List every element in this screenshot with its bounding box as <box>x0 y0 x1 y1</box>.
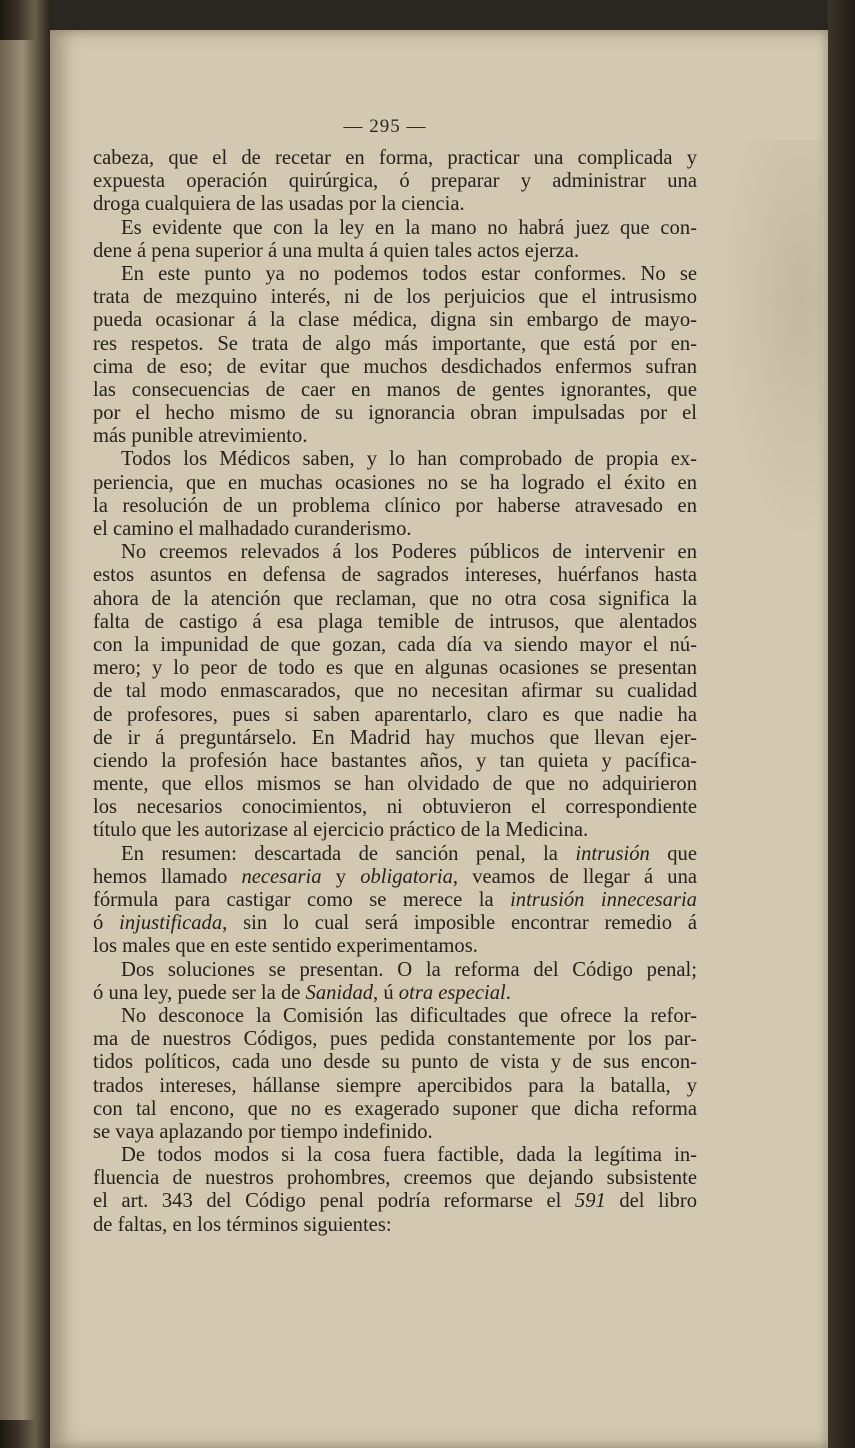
text-segment: En resumen: descartada de sanción penal, la <box>121 842 576 865</box>
text-line <box>93 959 697 982</box>
text-line: trata de mezquino interés, ni de los perjuicios que el intrusismo <box>93 286 697 309</box>
text-line: se vaya aplazando por tiempo indefinido. <box>93 1120 433 1143</box>
italic-term: necesaria <box>241 865 322 888</box>
text-line: droga cualquiera de las usadas por la ciencia. <box>93 193 465 216</box>
text-line <box>93 1190 697 1213</box>
text-line: de ir á preguntárselo. En Madrid hay muchos que llevan ejer- <box>93 726 697 749</box>
text-segment: hemos llamado <box>93 865 242 888</box>
italic-term: intrusión innecesaria <box>510 889 697 911</box>
text-segment: , veamos de llegar á una <box>452 865 697 888</box>
italic-term: 591 <box>574 1190 606 1213</box>
text-line: periencia, que en muchas ocasiones no se ha logrado el éxito en <box>93 471 697 494</box>
text-line: de tal modo enmascarados, que no necesitan afirmar su cualidad <box>93 680 697 703</box>
text-line: cabeza, que el de recetar en forma, practicar una complicada y <box>93 147 697 169</box>
text-segment: , ú <box>373 981 399 1004</box>
body-text <box>93 147 697 1237</box>
text-line: título que les autorizase al ejercicio práctico de la Medicina. <box>93 819 589 842</box>
text-line: mero; y lo peor de todo es que en algunas ocasiones se presentan <box>93 657 697 680</box>
text-line: ahora de la atención que reclaman, que no otra cosa significa la <box>93 587 697 610</box>
text-segment: fórmula para castigar como se merece la <box>93 889 511 911</box>
text-segment: , sin lo cual será imposible encontrar remedio á <box>222 912 697 935</box>
text-segment: ó <box>93 912 120 935</box>
italic-term: injustificada <box>119 912 223 935</box>
text-segment: ó una ley, puede ser la de <box>93 981 306 1004</box>
text-line: los males que en este sentido experimentamos. <box>93 935 478 958</box>
scan-border <box>828 0 855 1448</box>
text-line: de profesores, pues si saben aparentarlo, claro es que nadie ha <box>93 703 697 726</box>
text-line: ciendo la profesión hace bastantes años, y tan quieta y pacífica- <box>93 749 697 772</box>
text-line: fluencia de nuestros prohombres, creemos que dejando subsistente <box>93 1167 697 1190</box>
italic-term: intrusión <box>575 842 650 865</box>
text-segment: que <box>649 842 697 865</box>
text-line: No desconoce la Comisión las dificultades que ofrece la refor- <box>121 1004 697 1027</box>
text-line <box>93 912 697 935</box>
text-line <box>93 866 697 889</box>
text-line: trados intereses, hállanse siempre apercibidos para la batalla, y <box>93 1074 697 1097</box>
page-number: — 295 — <box>343 116 427 137</box>
text-segment: el art. 343 del Código penal podría reformarse el <box>93 1190 575 1213</box>
text-line: De todos modos si la cosa fuera factible, dada la legítima in- <box>121 1144 697 1167</box>
text-segment: Dos soluciones se presentan. O la reforma del Código penal; <box>121 958 697 981</box>
italic-term: Sanidad <box>305 981 374 1004</box>
text-segment: del libro <box>605 1190 697 1213</box>
text-segment: . <box>505 981 511 1004</box>
text-line: con tal encono, que no es exagerado suponer que dicha reforma <box>93 1097 697 1120</box>
text-line: No creemos relevados á los Poderes públicos de intervenir en <box>121 541 697 564</box>
show-through-shadow <box>722 140 822 540</box>
text-line: falta de castigo á esa plaga temible de intrusos, que alentados <box>93 610 697 633</box>
text-line: Es evidente que con la ley en la mano no habrá juez que con- <box>121 216 697 239</box>
previous-page-edge <box>0 40 38 1420</box>
text-line: las consecuencias de caer en manos de gentes ignorantes, que <box>93 378 697 401</box>
text-line: dene á pena superior á una multa á quien tales actos ejerza. <box>93 239 580 262</box>
text-segment: y <box>321 865 361 888</box>
text-line: el camino el malhadado curanderismo. <box>93 518 412 540</box>
text-line: ma de nuestros Códigos, pues pedida constantemente por los par- <box>93 1028 697 1051</box>
text-line <box>93 843 697 866</box>
italic-term: obligatoria <box>360 865 453 888</box>
text-line: Todos los Médicos saben, y lo han comprobado de propia ex- <box>121 448 697 471</box>
text-line: estos asuntos en defensa de sagrados intereses, huérfanos hasta <box>93 564 697 587</box>
text-line: la resolución de un problema clínico por haberse atravesado en <box>93 494 697 517</box>
text-line: por el hecho mismo de su ignorancia obran impulsadas por el <box>93 402 697 425</box>
text-line <box>93 982 697 1005</box>
text-line: con la impunidad de que gozan, cada día va siendo mayor el nú- <box>93 633 697 656</box>
text-line: res respetos. Se trata de algo más importante, que está por en- <box>93 332 697 355</box>
text-line: mente, que ellos mismos se han olvidado de que no adquirieron <box>93 773 697 796</box>
text-line <box>93 889 697 912</box>
text-line: cima de eso; de evitar que muchos desdichados enfermos sufran <box>93 355 697 378</box>
text-line: expuesta operación quirúrgica, ó preparar y administrar una <box>93 170 697 193</box>
italic-term: otra especial <box>398 981 506 1004</box>
text-line: En este punto ya no podemos todos estar conformes. No se <box>121 262 697 285</box>
text-line: de faltas, en los términos siguientes: <box>93 1213 392 1236</box>
text-line: más punible atrevimiento. <box>93 425 308 448</box>
text-line: tidos políticos, cada uno desde su punto de vista y de sus encon- <box>93 1051 697 1074</box>
text-line: pueda ocasionar á la clase médica, digna sin embargo de mayo- <box>93 309 697 332</box>
text-line: los necesarios conocimientos, ni obtuvieron el correspondiente <box>93 796 697 819</box>
